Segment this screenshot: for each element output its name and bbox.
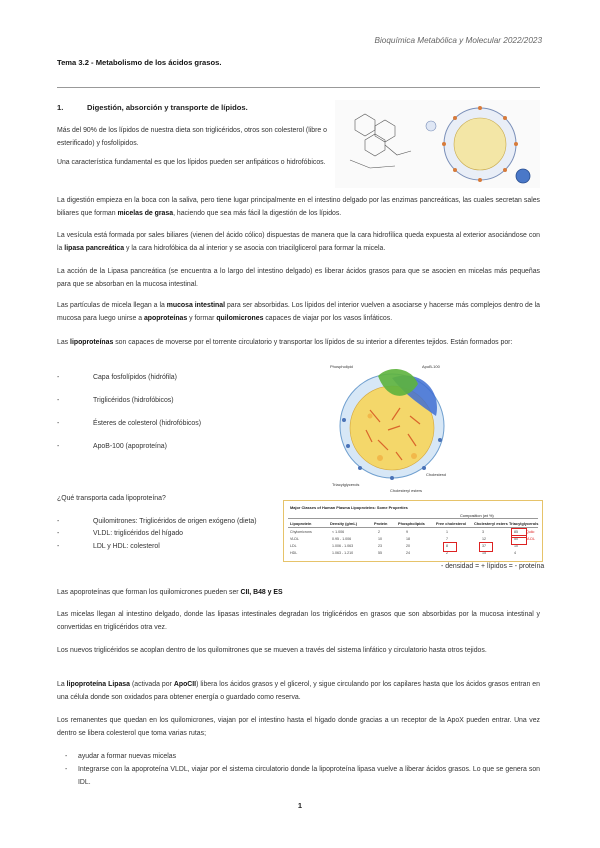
- divider: [57, 87, 540, 88]
- lipoprotein-table: [283, 500, 543, 562]
- density-note: - densidad = + lípidos = - proteína: [441, 563, 545, 570]
- table-cell: HDL: [290, 551, 298, 555]
- table-cell: < 1.006: [332, 530, 345, 534]
- table-cell: VLDL: [290, 537, 299, 541]
- table-cell: 1: [446, 530, 448, 534]
- transport-item: - VLDL: triglicéridos del hígado: [57, 530, 184, 537]
- table-cell: 55: [378, 551, 382, 555]
- table-cell: 1.063 - 1.210: [332, 551, 354, 555]
- transport-item: - Quilomitrones: Triglicéridos de origen exógeno (dieta): [57, 518, 257, 525]
- paragraph-new-triglycerides: Los nuevos triglicéridos se acoplan dentro de los quilomitrones que se mueven a través del sistema linfático y circulatorio hasta otros tejidos.: [57, 647, 487, 654]
- table-cell: 10: [514, 544, 518, 548]
- lipoprotein-figure: [330, 360, 450, 496]
- table-title: Major Classes of Human Plasma Lipoproteins: Some Properties: [290, 505, 408, 510]
- table-cell: 3: [482, 530, 484, 534]
- paragraph-lpl: La lipoproteína Lipasa (activada por ApoCII) libera los ácidos grasos y el glicerol, y sigue circulando por los capilares hasta que los ácidos grasos entran en una célula donde son oxidados para obtener energía o guardado como reserva.: [57, 681, 540, 701]
- table-cell: LDL: [290, 544, 297, 548]
- table-cell: 12: [482, 537, 486, 541]
- component-item: - Ésteres de colesterol (hidrofóbicos): [57, 420, 202, 427]
- table-cell: 8: [446, 544, 448, 548]
- route-item: - Integrarse con la apoproteína VLDL, viajar por el sistema circulatorio donde la lipoproteína lipasa vuelve a liberar ácidos grasos. Lo que se genera son IDL.: [65, 766, 540, 786]
- paragraph-lipids-diet: Más del 90% de los lípidos de nuestra dieta son triglicéridos, otros son colesterol (libre o esterificado) y fosfolípidos.: [57, 127, 327, 147]
- document-header: Bioquímica Metabólica y Molecular 2022/2023: [374, 36, 542, 45]
- paragraph-lipoproteins: Las lipoproteínas son capaces de moverse por el torrente circulatorio y transportar los lípidos de su interior a diferentes tejidos. Están formados por:: [57, 339, 513, 346]
- table-header: Protein: [374, 521, 388, 526]
- section-heading: [57, 103, 248, 112]
- table-header: Phospholipids: [398, 521, 425, 526]
- paragraph-vesicle: La vesícula está formada por sales biliares (vienen del ácido cólico) dispuestas de manera que la cara hidrofílica queda expuesta al exterior asociándose con la lipasa pancreática y la cara hidrofóbica da al interior y se asocia con triacilglicerol para formar la micela.: [57, 232, 540, 252]
- table-header: Lipoprotein: [290, 521, 312, 526]
- paragraph-digestion: La digestión empieza en la boca con la saliva, pero tiene lugar principalmente en el intestino delgado por las enzimas pancreáticas, las cuales secretan sales biliares que forman micelas de grasa, haciendo que sea más fácil la digestión de los lípidos.: [57, 197, 540, 217]
- component-item: - ApoB-100 (apoproteína): [57, 443, 167, 450]
- paragraph-amphipathic: Una característica fundamental es que los lípidos pueden ser anfipáticos o hidrofóbicos.: [57, 159, 326, 166]
- paragraph-remnants: Los remanentes que quedan en los quilomicrones, viajan por el intestino hasta el hígado donde gracias a un receptor de la ApoX pueden entrar. Una vez dentro se libera colesterol que toma varias rutas;: [57, 717, 540, 737]
- question-line: ¿Qué transporta cada lipoproteína?: [57, 495, 166, 502]
- table-cell: 1.006 - 1.063: [332, 544, 354, 548]
- component-item: - Capa fosfolípidos (hidrófila): [57, 374, 177, 381]
- table-annotation: VLDL: [526, 537, 535, 541]
- table-cell: 2: [446, 551, 448, 555]
- table-header: Triacylglycerols: [509, 521, 539, 526]
- table-header: Free cholesterol: [436, 521, 467, 526]
- table-cell: 10: [378, 537, 382, 541]
- table-annotation: Quilo: [526, 530, 535, 534]
- table-cell: 37: [482, 544, 486, 548]
- section-title: Digestión, absorción y transporte de lípidos.: [87, 103, 248, 112]
- table-cell: 0.95 - 1.006: [332, 537, 352, 541]
- table-group-header: Composition (wt %): [460, 513, 494, 518]
- figure-label-esters: Cholesteryl esters: [390, 488, 423, 493]
- section-number: 1.: [57, 103, 64, 112]
- transport-item: - LDL y HDL: colesterol: [57, 543, 160, 550]
- topic-title: Tema 3.2 - Metabolismo de los ácidos grasos.: [57, 58, 222, 67]
- paragraph-micelle-absorption: Las partículas de micela llegan a la mucosa intestinal para ser absorbidas. Los lípidos del interior vuelven a asociarse y hacerse más complejos dentro de la mucosa para luego unirse a apoproteínas y formar quilomicrones capaces de viajar por los vasos linfáticos.: [57, 302, 540, 322]
- table-cell: 15: [482, 551, 486, 555]
- table-cell: 24: [406, 551, 410, 555]
- table-cell: 4: [514, 551, 516, 555]
- table-cell: 23: [378, 544, 382, 548]
- table-cell: 7: [446, 537, 448, 541]
- page-number: 1: [297, 801, 303, 810]
- table-header: Density (g/mL): [330, 521, 358, 526]
- table-cell: 50: [514, 537, 518, 541]
- component-item: - Triglicéridos (hidrofóbicos): [57, 397, 174, 404]
- table-cell: Chylomicrons: [290, 530, 312, 534]
- micelle-figure: [335, 100, 540, 188]
- table-cell: 2: [378, 530, 380, 534]
- table-cell: 18: [406, 537, 410, 541]
- paragraph-lipase-action: La acción de la Lipasa pancreática (se encuentra a lo largo del intestino delgado) es liberar ácidos grasos para que se asocien en micelas más pequeñas para que se absorban en la mucosa intestinal.: [57, 268, 540, 288]
- paragraph-apoproteins: Las apoproteínas que forman los quilomicrones pueden ser CII, B48 y ES: [57, 589, 283, 596]
- table-cell: 20: [406, 544, 410, 548]
- figure-label-tag: Triacylglycerols: [332, 482, 360, 487]
- paragraph-micelles-intestine: Las micelas llegan al intestino delgado, donde las lipasas intestinales degradan los triglicéridos en grasos que son absorbidas por la mucosa intestinal y convertidas en triglicéridos otra vez.: [57, 611, 540, 631]
- figure-label-cholesterol: Cholesterol: [426, 472, 447, 477]
- figure-label-phospholipid: Phospholipid: [330, 364, 353, 369]
- table-cell: 85: [514, 530, 518, 534]
- figure-label-apob: ApoB-100: [422, 364, 440, 369]
- route-item: - ayudar a formar nuevas micelas: [65, 753, 177, 760]
- table-header: Cholesteryl esters: [474, 521, 508, 526]
- table-cell: 9: [406, 530, 408, 534]
